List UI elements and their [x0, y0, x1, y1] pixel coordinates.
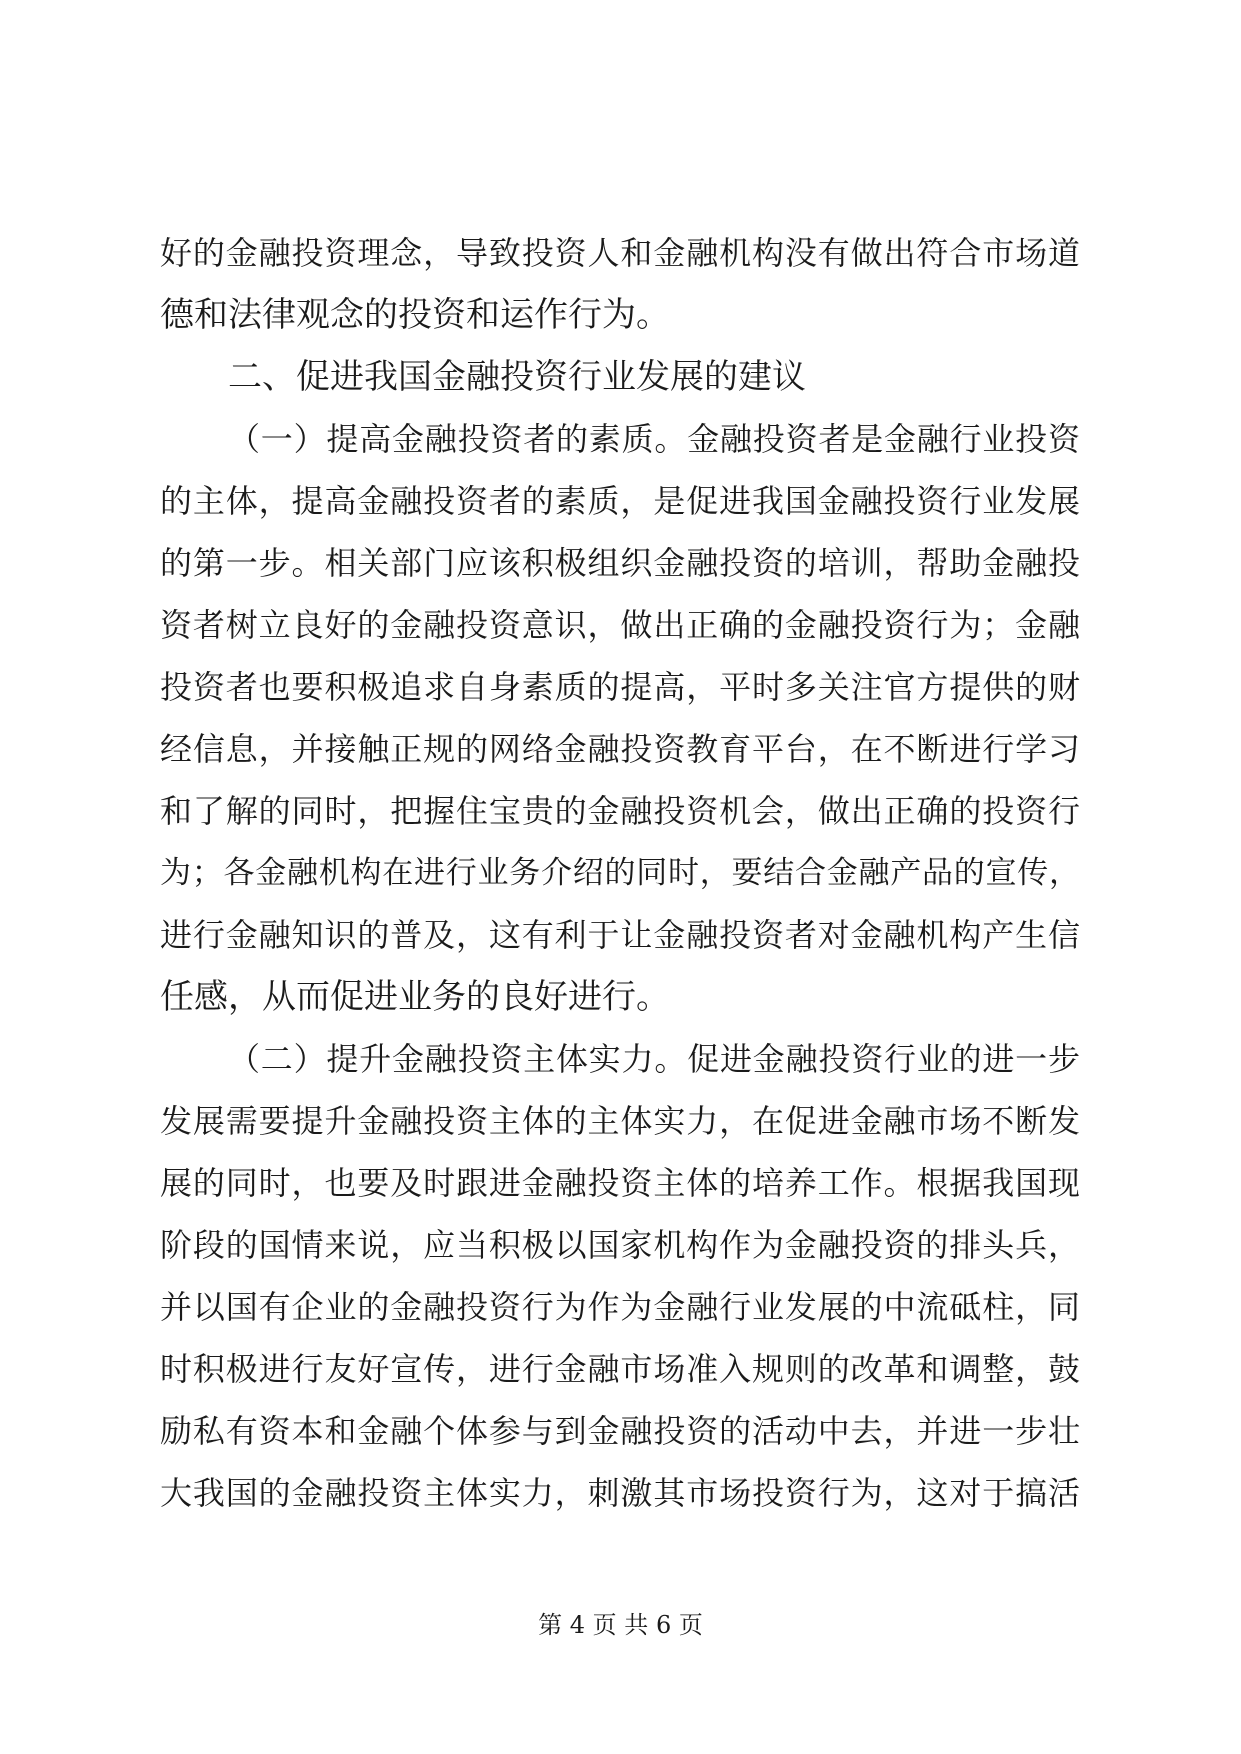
body-line-16: 展的同时，也要及时跟进金融投资主体的培养工作。根据我国现	[160, 1164, 1080, 1202]
body-line-10: 和了解的同时，把握住宝贵的金融投资机会，做出正确的投资行	[160, 792, 1080, 830]
body-line-9: 经信息，并接触正规的网络金融投资教育平台，在不断进行学习	[160, 730, 1080, 768]
body-line-4: （一）提高金融投资者的素质。金融投资者是金融行业投资	[228, 420, 1080, 458]
body-line-21: 大我国的金融投资主体实力，刺激其市场投资行为，这对于搞活	[160, 1474, 1080, 1512]
body-line-12: 进行金融知识的普及，这有利于让金融投资者对金融机构产生信	[160, 916, 1080, 954]
body-line-17: 阶段的国情来说，应当积极以国家机构作为金融投资的排头兵，	[160, 1226, 1080, 1264]
body-line-5: 的主体，提高金融投资者的素质，是促进我国金融投资行业发展	[160, 482, 1080, 520]
section-heading: 二、促进我国金融投资行业发展的建议	[228, 357, 806, 397]
body-line-20: 励私有资本和金融个体参与到金融投资的活动中去，并进一步壮	[160, 1412, 1080, 1450]
body-line-7: 资者树立良好的金融投资意识，做出正确的金融投资行为；金融	[160, 606, 1080, 644]
body-line-19: 时积极进行友好宣传，进行金融市场准入规则的改革和调整，鼓	[160, 1350, 1080, 1388]
body-line-15: 发展需要提升金融投资主体的主体实力，在促进金融市场不断发	[160, 1102, 1080, 1140]
body-line-1: 好的金融投资理念，导致投资人和金融机构没有做出符合市场道	[160, 234, 1080, 272]
page-footer: 第 4 页 共 6 页	[538, 1611, 703, 1639]
body-line-14: （二）提升金融投资主体实力。促进金融投资行业的进一步	[228, 1040, 1080, 1078]
body-line-13: 任感，从而促进业务的良好进行。	[160, 977, 670, 1017]
body-line-11: 为；各金融机构在进行业务介绍的同时，要结合金融产品的宣传，	[160, 855, 1080, 891]
body-line-8: 投资者也要积极追求自身素质的提高，平时多关注官方提供的财	[160, 668, 1080, 706]
body-line-2: 德和法律观念的投资和运作行为。	[160, 295, 670, 335]
body-line-18: 并以国有企业的金融投资行为作为金融行业发展的中流砥柱，同	[160, 1288, 1080, 1326]
body-line-6: 的第一步。相关部门应该积极组织金融投资的培训，帮助金融投	[160, 544, 1080, 582]
